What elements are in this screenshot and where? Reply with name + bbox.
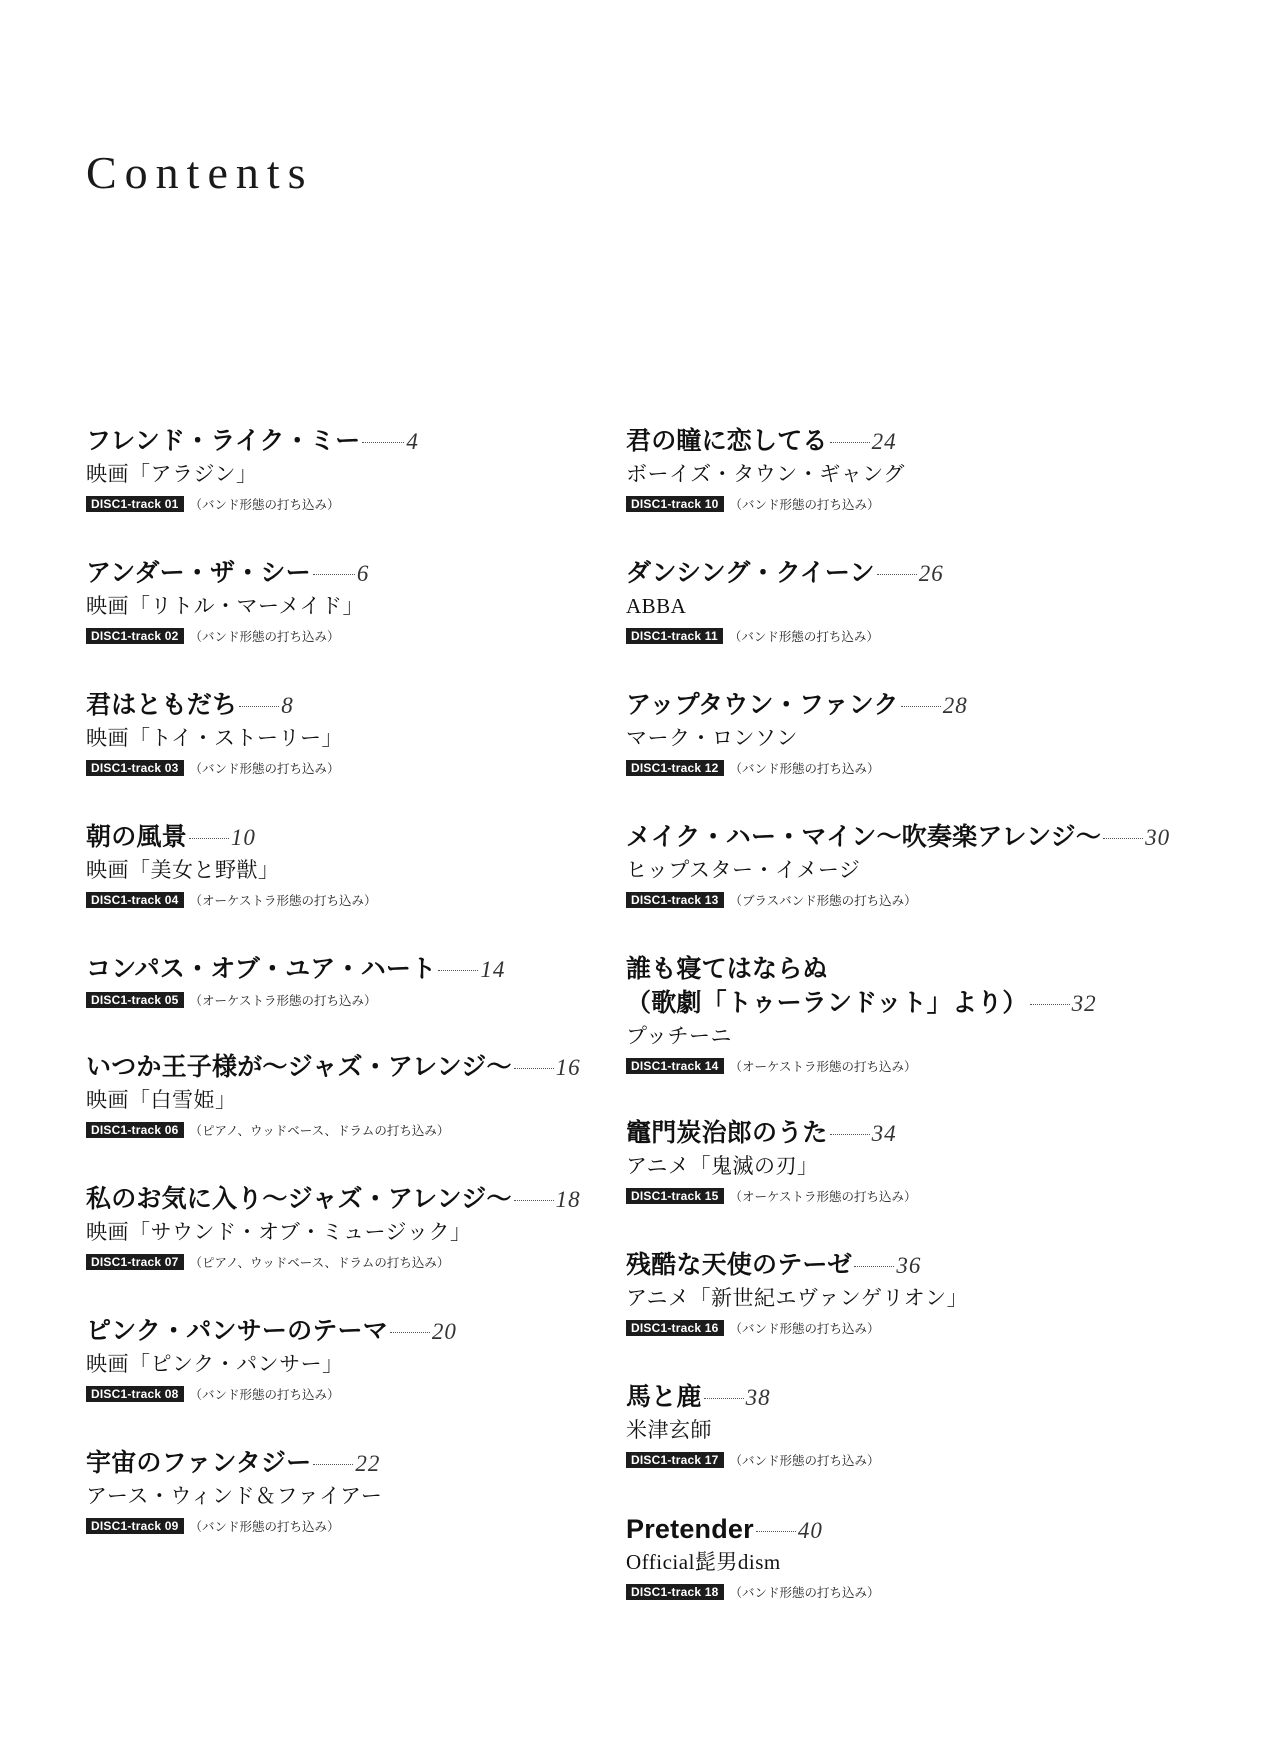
- toc-entry[interactable]: [86, 1314, 457, 1404]
- track-arrangement-note: （バンド形態の打ち込み）: [729, 761, 880, 776]
- page-number: 22: [355, 1451, 381, 1476]
- track-arrangement-note: （オーケストラ形態の打ち込み）: [189, 893, 377, 908]
- toc-title-line: [86, 556, 369, 590]
- toc-title-line: [86, 1182, 581, 1216]
- dotted-leader: [1103, 838, 1143, 839]
- toc-entry-source: 米津玄師: [626, 1418, 712, 1442]
- page-number: 30: [1145, 825, 1171, 850]
- toc-entry[interactable]: [626, 1116, 917, 1206]
- track-badge: DISC1-track 16: [626, 1320, 724, 1336]
- toc-entry-title[interactable]: フレンド・ライク・ミー: [86, 426, 361, 455]
- dotted-leader: [313, 574, 355, 575]
- track-info: [86, 990, 505, 1010]
- track-arrangement-note: （ピアノ、ウッドベース、ドラムの打ち込み）: [189, 1255, 450, 1270]
- toc-entry-title[interactable]: メイク・ハー・マイン〜吹奏楽アレンジ〜: [626, 822, 1102, 851]
- toc-entry-title[interactable]: アンダー・ザ・シー: [86, 558, 311, 587]
- dotted-leader: [239, 706, 279, 707]
- track-info: [86, 890, 377, 910]
- toc-entry-source: 映画「トイ・ストーリー」: [86, 726, 343, 750]
- dotted-leader: [362, 442, 404, 443]
- toc-title-line: [626, 1512, 880, 1546]
- toc-entry-title[interactable]: 朝の風景: [86, 822, 187, 851]
- toc-entry-source: 映画「ピンク・パンサー」: [86, 1352, 344, 1376]
- track-arrangement-note: （バンド形態の打ち込み）: [729, 1321, 880, 1336]
- toc-entry-title[interactable]: 君はともだち: [86, 690, 238, 719]
- track-arrangement-note: （バンド形態の打ち込み）: [729, 1453, 880, 1468]
- dotted-leader: [189, 838, 229, 839]
- track-badge: DISC1-track 18: [626, 1584, 724, 1600]
- track-info: [86, 626, 369, 646]
- track-badge: DISC1-track 04: [86, 892, 184, 908]
- toc-title-line: [626, 424, 905, 458]
- toc-title-line: [86, 820, 377, 854]
- toc-entry[interactable]: [86, 1050, 581, 1140]
- dotted-leader: [390, 1332, 430, 1333]
- toc-title-line: [626, 1380, 880, 1414]
- dotted-leader: [514, 1200, 554, 1201]
- toc-entry[interactable]: [86, 424, 419, 514]
- page-number: 38: [745, 1385, 771, 1410]
- toc-entry-source: 映画「美女と野獣」: [86, 858, 280, 882]
- toc-title-line: [626, 986, 1097, 1020]
- toc-entry-title[interactable]: ピンク・パンサーのテーマ: [86, 1316, 388, 1345]
- track-badge: DISC1-track 09: [86, 1518, 184, 1534]
- dotted-leader: [704, 1398, 744, 1399]
- track-arrangement-note: （ピアノ、ウッドベース、ドラムの打ち込み）: [189, 1123, 450, 1138]
- page-number: 16: [555, 1055, 581, 1080]
- toc-entry-title[interactable]: （歌劇「トゥーランドット」より）: [626, 988, 1028, 1017]
- toc-entry[interactable]: [86, 1446, 382, 1536]
- page-number: 24: [871, 429, 897, 454]
- track-arrangement-note: （バンド形態の打ち込み）: [728, 629, 879, 644]
- track-info: [626, 494, 905, 514]
- track-info: [86, 1252, 581, 1272]
- toc-title-line: [626, 688, 968, 722]
- toc-entry[interactable]: [626, 820, 1170, 910]
- page-number: 20: [431, 1319, 457, 1344]
- dotted-leader: [313, 1464, 353, 1465]
- track-badge: DISC1-track 11: [626, 628, 723, 644]
- track-info: [626, 1318, 968, 1338]
- toc-entry[interactable]: [86, 688, 343, 778]
- track-arrangement-note: （ブラスバンド形態の打ち込み）: [729, 893, 917, 908]
- track-info: [626, 1056, 1097, 1076]
- page-number: 26: [918, 561, 944, 586]
- toc-entry-source: マーク・ロンソン: [626, 726, 798, 750]
- track-arrangement-note: （バンド形態の打ち込み）: [729, 1585, 880, 1600]
- dotted-leader: [901, 706, 941, 707]
- track-info: [86, 1120, 581, 1140]
- toc-title-line: [86, 424, 419, 458]
- track-badge: DISC1-track 01: [86, 496, 184, 512]
- track-info: [626, 1582, 880, 1602]
- track-badge: DISC1-track 12: [626, 760, 724, 776]
- track-badge: DISC1-track 17: [626, 1452, 724, 1468]
- track-badge: DISC1-track 08: [86, 1386, 184, 1402]
- toc-entry-title[interactable]: 竈門炭治郎のうた: [626, 1118, 828, 1147]
- toc-title-line: [626, 952, 1097, 986]
- toc-entry[interactable]: [86, 952, 505, 1010]
- toc-title-line: [86, 952, 505, 986]
- toc-entry[interactable]: [626, 1380, 880, 1470]
- track-badge: DISC1-track 14: [626, 1058, 724, 1074]
- toc-entry[interactable]: [626, 556, 944, 646]
- dotted-leader: [756, 1531, 796, 1532]
- track-arrangement-note: （バンド形態の打ち込み）: [189, 1387, 340, 1402]
- toc-entry-title[interactable]: Pretender: [626, 1514, 754, 1544]
- page-number: 8: [281, 693, 294, 718]
- toc-entry-source: 映画「リトル・マーメイド」: [86, 594, 365, 618]
- page-number: 40: [797, 1518, 823, 1543]
- dotted-leader: [830, 1134, 870, 1135]
- toc-entry-title[interactable]: 残酷な天使のテーゼ: [626, 1250, 853, 1279]
- track-info: [626, 626, 944, 646]
- track-arrangement-note: （オーケストラ形態の打ち込み）: [189, 993, 377, 1008]
- toc-entry[interactable]: [86, 1182, 581, 1272]
- track-arrangement-note: （バンド形態の打ち込み）: [189, 761, 340, 776]
- toc-title-line: [86, 1314, 457, 1348]
- track-badge: DISC1-track 06: [86, 1122, 184, 1138]
- track-badge: DISC1-track 02: [86, 628, 184, 644]
- toc-entry-title[interactable]: アップタウン・ファンク: [626, 690, 899, 719]
- page-number: 28: [942, 693, 968, 718]
- toc-entry-title[interactable]: コンパス・オブ・ユア・ハート: [86, 954, 437, 983]
- toc-entry-source: ヒップスター・イメージ: [626, 858, 861, 882]
- toc-entry[interactable]: [626, 1512, 880, 1602]
- toc-entry-source: 映画「白雪姫」: [86, 1088, 237, 1112]
- track-arrangement-note: （オーケストラ形態の打ち込み）: [729, 1059, 917, 1074]
- track-info: [626, 1186, 917, 1206]
- toc-entry-title[interactable]: いつか王子様が〜ジャズ・アレンジ〜: [86, 1052, 512, 1081]
- track-arrangement-note: （バンド形態の打ち込み）: [189, 1519, 340, 1534]
- toc-entry-title[interactable]: 宇宙のファンタジー: [86, 1448, 312, 1477]
- page-number: 18: [555, 1187, 581, 1212]
- track-badge: DISC1-track 03: [86, 760, 184, 776]
- dotted-leader: [830, 442, 870, 443]
- toc-entry-title[interactable]: 馬と鹿: [626, 1382, 702, 1411]
- dotted-leader: [514, 1068, 554, 1069]
- toc-entry-source: アース・ウィンド＆ファイアー: [86, 1484, 383, 1508]
- page-number: 10: [230, 825, 256, 850]
- toc-title-line: [626, 1248, 968, 1282]
- track-badge: DISC1-track 13: [626, 892, 724, 908]
- track-info: [86, 758, 343, 778]
- track-info: [86, 1384, 457, 1404]
- page-number: 4: [406, 429, 419, 454]
- page-number: 34: [871, 1121, 897, 1146]
- toc-entry-title[interactable]: ダンシング・クイーン: [626, 558, 875, 587]
- track-badge: DISC1-track 10: [626, 496, 724, 512]
- page-number: 32: [1071, 991, 1097, 1016]
- toc-entry-source: アニメ「鬼滅の刃」: [626, 1154, 819, 1178]
- toc-entry-title[interactable]: 私のお気に入り〜ジャズ・アレンジ〜: [86, 1184, 512, 1213]
- toc-title-line: [626, 820, 1170, 854]
- toc-entry[interactable]: [626, 688, 968, 778]
- track-info: [626, 890, 1170, 910]
- toc-title-line: [86, 1446, 382, 1480]
- toc-entry[interactable]: [86, 820, 377, 910]
- dotted-leader: [1030, 1004, 1070, 1005]
- toc-entry-source: プッチーニ: [626, 1024, 733, 1048]
- dotted-leader: [854, 1266, 894, 1267]
- track-arrangement-note: （オーケストラ形態の打ち込み）: [729, 1189, 917, 1204]
- track-info: [86, 1516, 382, 1536]
- toc-entry-source: Official髭男dism: [626, 1550, 781, 1574]
- toc-entry[interactable]: [626, 952, 1097, 1076]
- toc-entry-title[interactable]: 君の瞳に恋してる: [626, 426, 828, 455]
- toc-entry-source: アニメ「新世紀エヴァンゲリオン」: [626, 1286, 969, 1310]
- toc-entry[interactable]: [626, 424, 905, 514]
- toc-entry[interactable]: [626, 1248, 968, 1338]
- dotted-leader: [877, 574, 917, 575]
- toc-entry-source: ABBA: [626, 594, 687, 618]
- toc-entry-source: ボーイズ・タウン・ギャング: [626, 462, 905, 486]
- track-arrangement-note: （バンド形態の打ち込み）: [189, 497, 340, 512]
- track-badge: DISC1-track 07: [86, 1254, 184, 1270]
- page-number: 6: [356, 561, 370, 586]
- track-info: [626, 758, 968, 778]
- track-arrangement-note: （バンド形態の打ち込み）: [189, 629, 340, 644]
- toc-title-line: [626, 556, 944, 590]
- track-info: [626, 1450, 880, 1470]
- track-badge: DISC1-track 05: [86, 992, 184, 1008]
- toc-title-line: [86, 688, 343, 722]
- page-number: 36: [896, 1253, 922, 1278]
- track-info: [86, 494, 419, 514]
- toc-entry-source: 映画「サウンド・オブ・ミュージック」: [86, 1220, 472, 1244]
- dotted-leader: [438, 970, 478, 971]
- toc-entry-source: 映画「アラジン」: [86, 462, 258, 486]
- track-badge: DISC1-track 15: [626, 1188, 724, 1204]
- track-arrangement-note: （バンド形態の打ち込み）: [729, 497, 880, 512]
- toc-title-line: [626, 1116, 917, 1150]
- toc-title-line: [86, 1050, 581, 1084]
- toc-entry-title[interactable]: 誰も寝てはならぬ: [626, 954, 828, 983]
- page-title: Contents: [86, 147, 314, 198]
- page-number: 14: [480, 957, 506, 982]
- toc-entry[interactable]: [86, 556, 369, 646]
